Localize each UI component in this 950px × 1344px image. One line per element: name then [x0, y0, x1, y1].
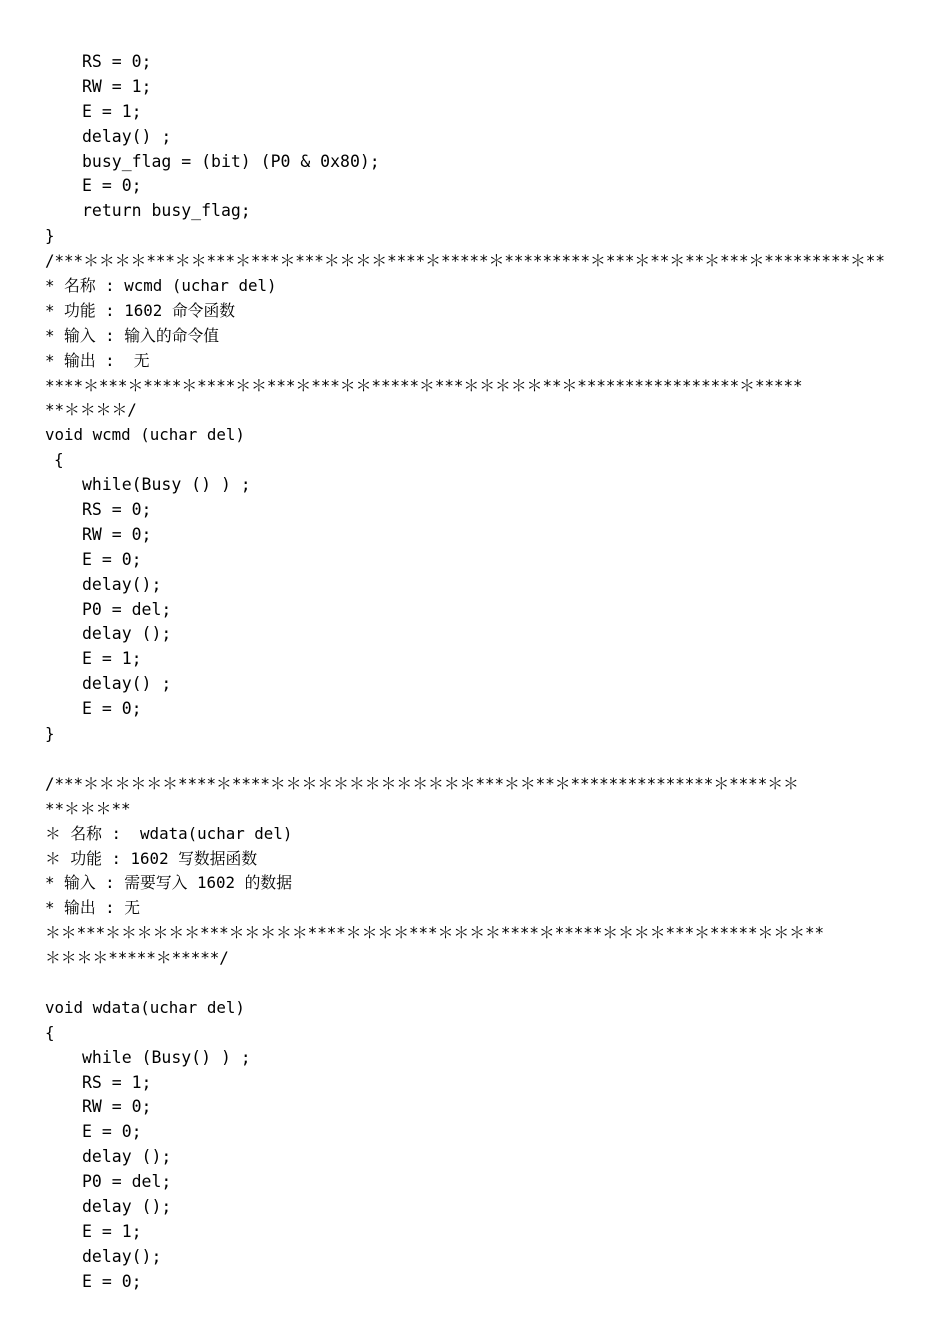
code-line: * 名称 : wcmd (uchar del) — [45, 276, 277, 296]
code-line: busy_flag = (bit) (P0 & 0x80); — [82, 151, 380, 171]
code-line: * 输出 : 无 — [45, 898, 141, 918]
code-line: ＊ 名称 : wdata(uchar del) — [45, 823, 293, 843]
code-line: * 输入 : 输入的命令值 — [45, 325, 220, 345]
code-line: E = 0; — [82, 176, 142, 196]
code-line: RW = 1; — [82, 76, 152, 96]
code-line: * 功能 : 1602 命令函数 — [45, 300, 236, 320]
code-line — [0, 971, 950, 996]
code-line: P0 = del; — [82, 1172, 172, 1192]
code-line: delay (); — [82, 624, 172, 644]
code-page — [0, 50, 950, 1295]
code-line: E = 1; — [82, 101, 142, 121]
code-line: RW = 0; — [82, 524, 152, 544]
code-line: E = 1; — [82, 649, 142, 669]
code-line: { — [54, 450, 64, 470]
code-line: } — [45, 724, 55, 744]
code-line — [0, 747, 950, 772]
code-line: delay(); — [82, 1246, 162, 1266]
code-line: **＊＊＊** — [45, 798, 131, 818]
code-line: **＊＊＊＊/ — [45, 400, 137, 420]
code-line: delay() ; — [82, 674, 172, 694]
code-line: { — [45, 1022, 55, 1042]
code-line: ****＊***＊****＊****＊＊***＊***＊＊*****＊***＊＊＊＊＊**＊*****************＊***** — [45, 375, 803, 395]
code-line: ＊ 功能 : 1602 写数据函数 — [45, 848, 258, 868]
code-line: delay() ; — [82, 126, 172, 146]
code-line: ＊＊***＊＊＊＊＊＊***＊＊＊＊＊****＊＊＊＊***＊＊＊＊****＊*****＊＊＊＊***＊*****＊＊＊** — [45, 923, 825, 943]
code-line: return busy_flag; — [82, 201, 251, 221]
code-line: void wcmd (uchar del) — [45, 425, 245, 445]
code-line: E = 1; — [82, 1221, 142, 1241]
code-line: delay(); — [82, 574, 162, 594]
code-line: E = 0; — [82, 1122, 142, 1142]
code-line: delay (); — [82, 1196, 172, 1216]
code-line: E = 0; — [82, 549, 142, 569]
code-line: * 输出 : 无 — [45, 350, 150, 370]
code-line: ＊＊＊＊*****＊*****/ — [45, 948, 229, 968]
code-line: /***＊＊＊＊＊＊****＊****＊＊＊＊＊＊＊＊＊＊＊＊＊***＊＊**＊***************＊****＊＊ — [45, 773, 799, 793]
code-line: E = 0; — [82, 699, 142, 719]
code-line: while(Busy () ) ; — [82, 475, 251, 495]
code-line: while (Busy() ) ; — [82, 1047, 251, 1067]
code-line: RS = 1; — [82, 1072, 152, 1092]
code-line: RW = 0; — [82, 1097, 152, 1117]
code-line: P0 = del; — [82, 599, 172, 619]
code-line: * 输入 : 需要写入 1602 的数据 — [45, 873, 293, 893]
code-line: E = 0; — [82, 1271, 142, 1291]
code-line: RS = 0; — [82, 500, 152, 520]
code-line: delay (); — [82, 1147, 172, 1167]
code-line: RS = 0; — [82, 52, 152, 71]
code-line: } — [45, 226, 55, 246]
code-line: void wdata(uchar del) — [45, 997, 245, 1017]
code-line: /***＊＊＊＊***＊＊***＊***＊***＊＊＊＊****＊*****＊*********＊***＊**＊**＊***＊*********＊** — [45, 251, 885, 271]
